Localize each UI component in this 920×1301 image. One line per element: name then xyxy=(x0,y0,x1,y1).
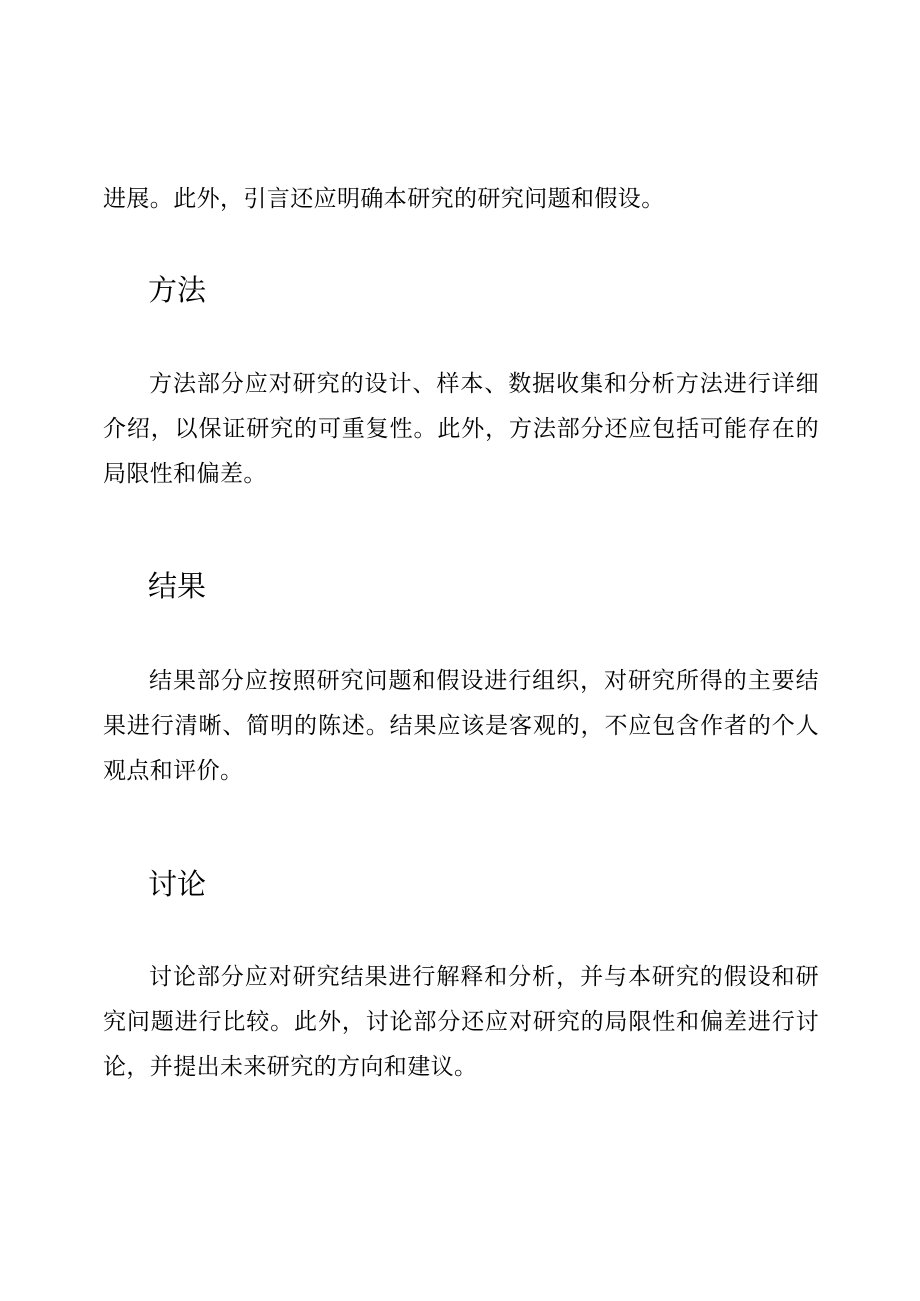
section-body-results: 结果部分应按照研究问题和假设进行组织，对研究所得的主要结果进行清晰、简明的陈述。结果应该是客观的，不应包含作者的个人观点和评价。 xyxy=(103,668,819,784)
intro-continuation-paragraph: 进展。此外，引言还应明确本研究的研究问题和假设。 xyxy=(103,186,665,212)
section-body-methods: 方法部分应对研究的设计、样本、数据收集和分析方法进行详细介绍，以保证研究的可重复性。此外，方法部分还应包括可能存在的局限性和偏差。 xyxy=(103,371,819,487)
section-heading-discussion: 讨论 xyxy=(148,867,207,901)
section-body-discussion: 讨论部分应对研究结果进行解释和分析，并与本研究的假设和研究问题进行比较。此外，讨论部分还应对研究的局限性和偏差进行讨论，并提出未来研究的方向和建议。 xyxy=(103,964,819,1080)
section-heading-methods: 方法 xyxy=(148,273,207,307)
section-heading-results: 结果 xyxy=(148,569,207,603)
